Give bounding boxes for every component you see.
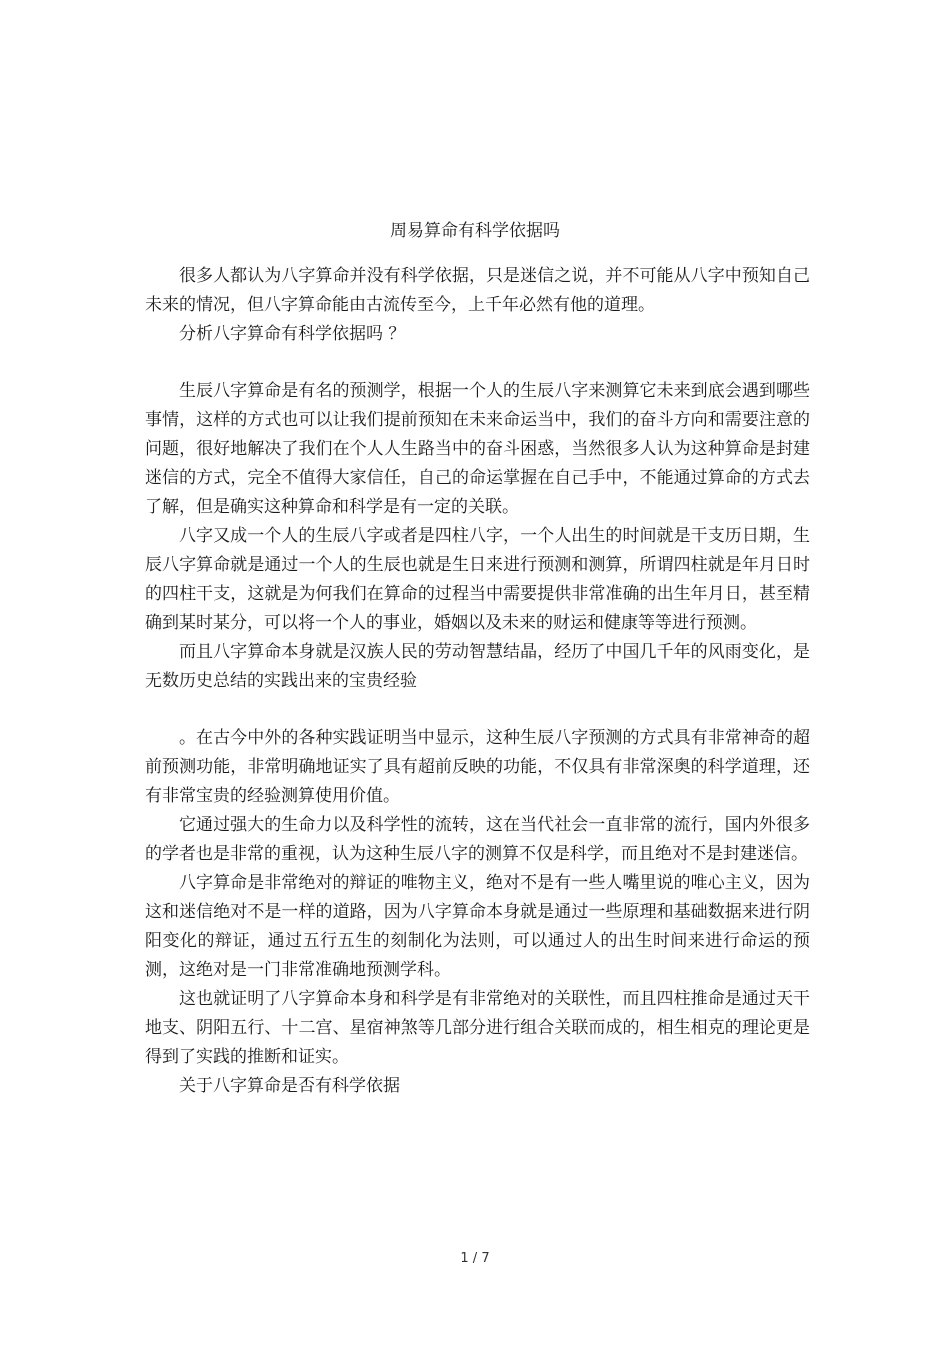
paragraph-body: 八字算命是非常绝对的辩证的唯物主义，绝对不是有一些人嘴里说的唯心主义，因为这和迷信绝对不是一样的道路，因为八字算命本身就是通过一些原理和基础数据来进行阴阳变化的辩证，通过五行五生的刻制化为法则，可以通过人的出生时间来进行命运的预测，这绝对是一门非常准确地预测学科。 xyxy=(145,873,810,980)
paragraph-body: 八字又成一个人的生辰八字或者是四柱八字，一个人出生的时间就是干支历日期，生辰八字算命就是通过一个人的生辰也就是生日来进行预测和测算，所谓四柱就是年月日时的四柱干支，这就是为何我们在算命的过程当中需要提供非常准确的出生年月日，甚至精确到某时某分，可以将一个人的事业，婚姻以及未来的财运和健康等等进行预测。 xyxy=(145,526,810,633)
paragraph-spacer xyxy=(145,696,810,724)
paragraph-body: 。在古今中外的各种实践证明当中显示，这种生辰八字预测的方式具有非常神奇的超前预测功能，非常明确地证实了具有超前反映的功能，不仅具有非常深奥的科学道理，还有非常宝贵的经验测算使用价值。 xyxy=(145,728,810,806)
paragraph-closing: 关于八字算命是否有科学依据 xyxy=(179,1076,400,1096)
paragraph-intro: 很多人都认为八字算命并没有科学依据，只是迷信之说，并不可能从八字中预知自己未来的情况，但八字算命能由古流传至今，上千年必然有他的道理。 xyxy=(145,266,810,315)
page-number: 1 / 7 xyxy=(460,1251,490,1266)
document-body xyxy=(145,262,810,1101)
paragraph-body: 这也就证明了八字算命本身和科学是有非常绝对的关联性，而且四柱推命是通过天干地支、阴阳五行、十二宫、星宿神煞等几部分进行组合关联而成的，相生相克的理论更是得到了实践的推断和证实。 xyxy=(145,989,810,1067)
paragraph-body: 而且八字算命本身就是汉族人民的劳动智慧结晶，经历了中国几千年的风雨变化，是无数历史总结的实践出来的宝贵经验 xyxy=(145,642,810,691)
paragraph-spacer xyxy=(145,349,810,377)
document-title: 周易算命有科学依据吗 xyxy=(390,221,560,241)
paragraph-body: 生辰八字算命是有名的预测学，根据一个人的生辰八字来测算它未来到底会遇到哪些事情，这样的方式也可以让我们提前预知在未来命运当中，我们的奋斗方向和需要注意的问题，很好地解决了我们在个人人生路当中的奋斗困惑，当然很多人认为这种算命是封建迷信的方式，完全不值得大家信任，自己的命运掌握在自己手中，不能通过算命的方式去了解，但是确实这种算命和科学是有一定的关联。 xyxy=(145,381,810,517)
paragraph-body: 它通过强大的生命力以及科学性的流转，这在当代社会一直非常的流行，国内外很多的学者也是非常的重视，认为这种生辰八字的测算不仅是科学，而且绝对不是封建迷信。 xyxy=(145,815,810,864)
paragraph-question: 分析八字算命有科学依据吗 ？ xyxy=(179,324,406,344)
